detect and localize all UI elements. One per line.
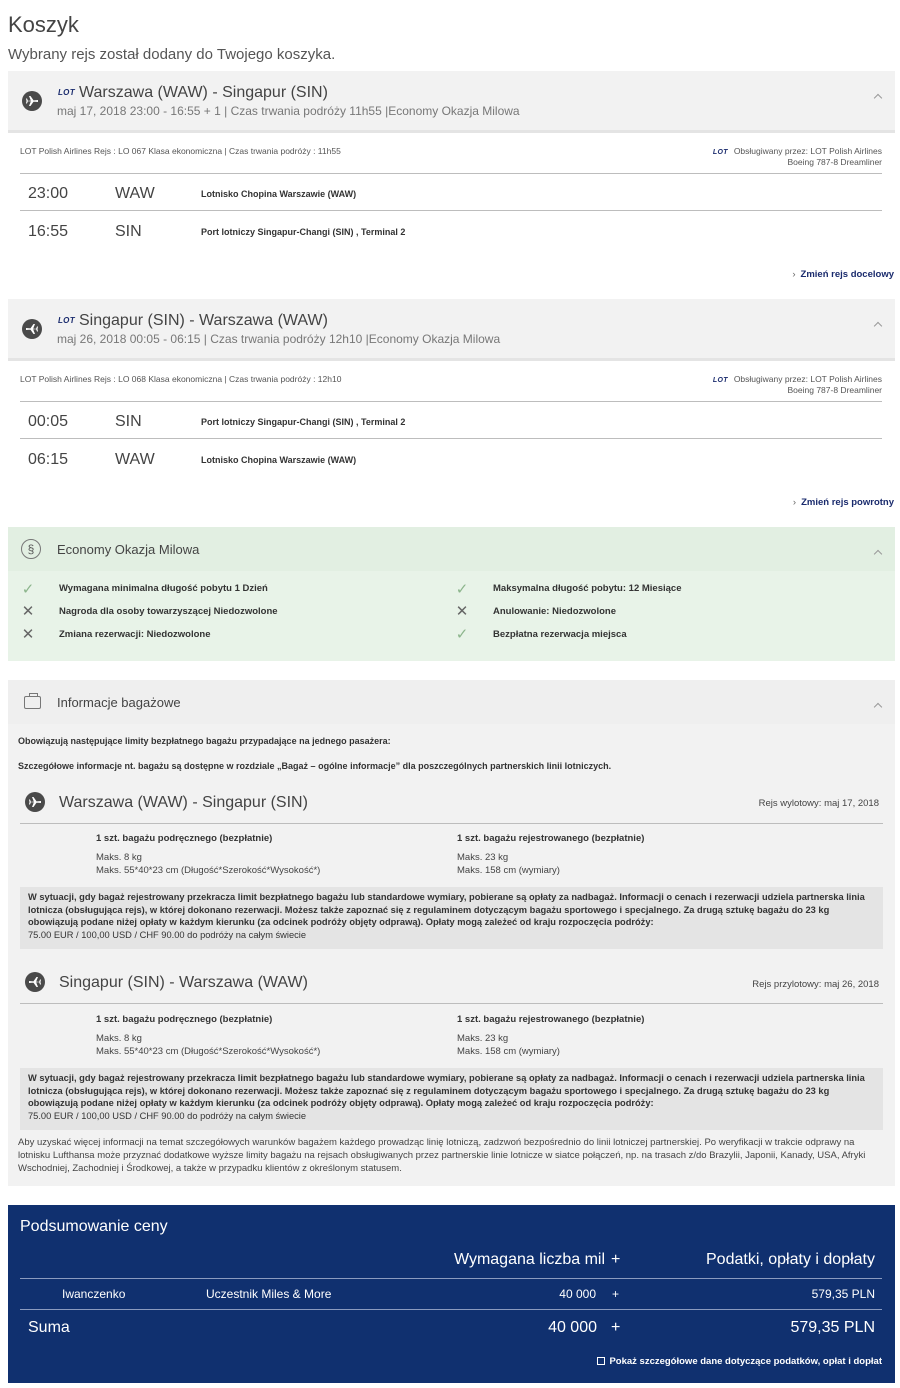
- checked-bag-weight: Maks. 23 kg: [457, 852, 509, 863]
- fare-rules-panel: [8, 527, 895, 661]
- taxes-column-header: Podatki, opłaty i dopłaty: [706, 1251, 875, 1268]
- fare-rules-header[interactable]: [8, 527, 895, 571]
- chevron-up-icon[interactable]: [874, 703, 882, 711]
- segment-airport-code: SIN: [115, 223, 142, 240]
- fare-rule-text: Maksymalna długość pobytu: 12 Miesiące: [493, 583, 682, 594]
- segment-row: [20, 441, 882, 479]
- outbound-flight-details: [8, 133, 895, 263]
- lot-logo-small-icon: LOT: [712, 377, 728, 384]
- section-icon: §: [21, 539, 41, 559]
- checked-bag-weight: Maks. 23 kg: [457, 1033, 509, 1044]
- baggage-leg-date: Rejs wylotowy: maj 17, 2018: [758, 798, 879, 809]
- segment-airport-code: WAW: [115, 451, 155, 468]
- segment-airport-name: Lotnisko Chopina Warszawie (WAW): [201, 455, 357, 465]
- lot-logo-icon: LOT: [58, 316, 75, 325]
- checked-bag-dimensions: Maks. 158 cm (wymiary): [457, 1046, 560, 1057]
- change-inbound-label: Zmień rejs powrotny: [801, 497, 894, 508]
- total-taxes: 579,35 PLN: [790, 1319, 875, 1336]
- chevron-right-icon: ›: [792, 497, 797, 508]
- operated-by-text: Obsługiwany przez: LOT Polish Airlines: [733, 146, 882, 156]
- outbound-route-title: Warszawa (WAW) - Singapur (SIN): [79, 84, 328, 101]
- outbound-flight-header[interactable]: [8, 71, 895, 133]
- chevron-up-icon[interactable]: [874, 550, 882, 558]
- baggage-footer-note: Aby uzyskać więcej informacji na temat szczegółowych warunków bagażem każdego prowadząc linię lotniczą, zadzwoń bezpośrednio do linii lotniczej partnerskiej. Po weryfikacji w trakcie odprawy na lotnisku Lufthansa może przyznać dodatkowe wyższe limity bagażu na rejsach obsługiwanych przez partnerskie linie lotnicze w siatce połączeń, np. na trasach z/do Brazylii, Japonii, Kanady, USA, Afryki Wschodniej, Zachodniej i Środkowej, a także w przypadku klientów z określonym statusem.: [18, 1137, 866, 1174]
- check-icon: ✓: [21, 581, 35, 598]
- fare-rule-text: Wymagana minimalna długość pobytu 1 Dzień: [59, 583, 268, 594]
- passenger-type: Uczestnik Miles & More: [206, 1287, 332, 1301]
- fare-rule-text: Nagroda dla osoby towarzyszącej Niedozwolone: [59, 606, 278, 617]
- checked-bag-dimensions: Maks. 158 cm (wymiary): [457, 865, 560, 876]
- excess-baggage-note: [20, 1068, 883, 1130]
- segment-time: 00:05: [28, 413, 69, 430]
- external-link-icon: [597, 1357, 605, 1365]
- inbound-flight-meta: LOT Polish Airlines Rejs : LO 068 Klasa ekonomiczna | Czas trwania podróży : 12h10: [20, 374, 342, 384]
- fare-rule-text: Bezpłatna rezerwacja miejsca: [493, 629, 627, 640]
- segment-airport-code: SIN: [115, 413, 142, 430]
- suitcase-icon: [24, 696, 41, 709]
- divider: [20, 438, 882, 439]
- price-summary-title: Podsumowanie ceny: [20, 1218, 168, 1235]
- carry-on-weight: Maks. 8 kg: [96, 852, 142, 863]
- page-subtitle: Wybrany rejs został dodany do Twojego koszyka.: [8, 46, 336, 63]
- excess-baggage-fees: 75.00 EUR / 100,00 USD / CHF 90.00 do podróży na całym świecie: [28, 1110, 307, 1121]
- carry-on-dimensions: Maks. 55*40*23 cm (Długość*Szerokość*Wysokość*): [96, 865, 321, 876]
- plus-sign: +: [611, 1251, 621, 1268]
- check-icon: ✓: [455, 581, 469, 598]
- inbound-aircraft: Boeing 787-8 Dreamliner: [787, 385, 882, 395]
- outbound-flight-meta: LOT Polish Airlines Rejs : LO 067 Klasa ekonomiczna | Czas trwania podróży : 11h55: [20, 146, 341, 156]
- miles-column-header: Wymagana liczba mil: [453, 1251, 605, 1268]
- plane-departure-icon: [25, 792, 45, 812]
- check-icon: ✓: [455, 626, 469, 643]
- baggage-title: Informacje bagażowe: [57, 695, 181, 710]
- passenger-miles: 40 000: [559, 1287, 596, 1301]
- total-miles: 40 000: [548, 1319, 597, 1336]
- inbound-flight-card: [8, 299, 895, 491]
- baggage-leg-date: Rejs przylotowy: maj 26, 2018: [752, 979, 879, 990]
- segment-airport-code: WAW: [115, 185, 155, 202]
- tax-details-label: Pokaż szczegółowe dane dotyczące podatków, opłat i dopłat: [609, 1356, 882, 1367]
- carry-on-title: 1 szt. bagażu podręcznego (bezpłatnie): [96, 833, 273, 844]
- divider: [20, 210, 882, 211]
- change-outbound-label: Zmień rejs docelowy: [800, 269, 894, 280]
- passenger-taxes: 579,35 PLN: [811, 1287, 875, 1301]
- close-icon: ✕: [455, 603, 469, 620]
- outbound-operated-by: [713, 146, 882, 156]
- plus-sign: +: [612, 1287, 620, 1301]
- chevron-up-icon[interactable]: [874, 94, 882, 102]
- total-label: Suma: [28, 1319, 70, 1336]
- close-icon: ✕: [21, 603, 35, 620]
- divider: [20, 1003, 883, 1004]
- segment-time: 06:15: [28, 451, 69, 468]
- outbound-aircraft: Boeing 787-8 Dreamliner: [787, 157, 882, 167]
- inbound-flight-header[interactable]: [8, 299, 895, 361]
- checked-bag-title: 1 szt. bagażu rejestrowanego (bezpłatnie): [457, 1014, 645, 1025]
- tax-details-link[interactable]: [597, 1356, 882, 1367]
- plane-departure-icon: [22, 91, 42, 111]
- plus-sign: +: [611, 1319, 621, 1336]
- operated-by-text: Obsługiwany przez: LOT Polish Airlines: [733, 374, 882, 384]
- close-icon: ✕: [21, 626, 35, 643]
- page-title: Koszyk: [8, 12, 79, 37]
- segment-airport-name: Port lotniczy Singapur-Changi (SIN) , Terminal 2: [201, 227, 406, 237]
- divider: [20, 1278, 882, 1279]
- baggage-header[interactable]: [8, 680, 895, 724]
- inbound-route-summary: maj 26, 2018 00:05 - 06:15 | Czas trwania podróży 12h10 |Economy Okazja Milowa: [57, 332, 501, 346]
- excess-baggage-note: [20, 887, 883, 949]
- change-inbound-link[interactable]: [793, 497, 894, 508]
- carry-on-weight: Maks. 8 kg: [96, 1033, 142, 1044]
- outbound-flight-card: [8, 71, 895, 263]
- fare-rule-text: Zmiana rezerwacji: Niedozwolone: [59, 629, 211, 640]
- lot-logo-icon: LOT: [58, 88, 75, 97]
- segment-airport-name: Lotnisko Chopina Warszawie (WAW): [201, 189, 357, 199]
- carry-on-title: 1 szt. bagażu podręcznego (bezpłatnie): [96, 1014, 273, 1025]
- change-outbound-link[interactable]: [792, 269, 894, 280]
- segment-time: 16:55: [28, 223, 69, 240]
- excess-baggage-note-text: W sytuacji, gdy bagaż rejestrowany przekracza limit bezpłatnego bagażu lub standardowe wymiary, pobierane są opłaty za nadbagaż. Informacji o cenach i rezerwacji udziela partnerska linia lotnicza (obsługująca rejs), w której dokonano rezerwacji. Możesz także zapoznać się z regulaminem dotyczącym bagażu sportowego i specjalnego. Za drugą sztukę bagażu do 23 kg obowiązują podane niżej opłaty w każdym kierunku (za odcinek podróży objęty odprawą). Opłaty mogą zależeć od kraju rozpoczęcia podróży:: [28, 892, 865, 927]
- chevron-up-icon[interactable]: [874, 322, 882, 330]
- outbound-route-summary: maj 17, 2018 23:00 - 16:55 + 1 | Czas trwania podróży 11h55 |Economy Okazja Milowa: [57, 104, 520, 118]
- passenger-name: Iwanczenko: [62, 1287, 126, 1301]
- divider: [20, 1309, 882, 1310]
- price-summary-panel: [8, 1205, 895, 1383]
- carry-on-dimensions: Maks. 55*40*23 cm (Długość*Szerokość*Wysokość*): [96, 1046, 321, 1057]
- excess-baggage-fees: 75.00 EUR / 100,00 USD / CHF 90.00 do podróży na całym świecie: [28, 929, 307, 940]
- baggage-intro-details: Szczegółowe informacje nt. bagażu są dostępne w rozdziale „Bagaż – ogólne informacje” dla poszczególnych partnerskich linii lotniczych.: [18, 761, 612, 771]
- baggage-leg-route: Warszawa (WAW) - Singapur (SIN): [59, 794, 308, 811]
- inbound-flight-details: [8, 361, 895, 491]
- inbound-route-title: Singapur (SIN) - Warszawa (WAW): [79, 312, 328, 329]
- lot-logo-small-icon: LOT: [712, 149, 728, 156]
- baggage-leg-route: Singapur (SIN) - Warszawa (WAW): [59, 974, 308, 991]
- baggage-intro: Obowiązują następujące limity bezpłatnego bagażu przypadające na jednego pasażera:: [18, 736, 391, 746]
- inbound-operated-by: [713, 374, 882, 384]
- segment-row: [20, 213, 882, 251]
- divider: [20, 823, 883, 824]
- baggage-panel: [8, 680, 895, 1186]
- chevron-right-icon: ›: [792, 269, 796, 280]
- segment-airport-name: Port lotniczy Singapur-Changi (SIN) , Terminal 2: [201, 417, 406, 427]
- plane-arrival-icon: [25, 972, 45, 992]
- segment-row: [20, 403, 882, 441]
- divider: [20, 401, 882, 402]
- fare-title: Economy Okazja Milowa: [57, 542, 200, 557]
- plane-arrival-icon: [22, 319, 42, 339]
- fare-rule-text: Anulowanie: Niedozwolone: [493, 606, 616, 617]
- divider: [20, 173, 882, 174]
- excess-baggage-note-text: W sytuacji, gdy bagaż rejestrowany przekracza limit bezpłatnego bagażu lub standardowe wymiary, pobierane są opłaty za nadbagaż. Informacji o cenach i rezerwacji udziela partnerska linia lotnicza (obsługująca rejs), w której dokonano rezerwacji. Możesz także zapoznać się z regulaminem dotyczącym bagażu sportowego i specjalnego. Za drugą sztukę bagażu do 23 kg obowiązują podane niżej opłaty w każdym kierunku (za odcinek podróży objęty odprawą). Opłaty mogą zależeć od kraju rozpoczęcia podróży:: [28, 1073, 865, 1108]
- segment-time: 23:00: [28, 185, 69, 202]
- checked-bag-title: 1 szt. bagażu rejestrowanego (bezpłatnie): [457, 833, 645, 844]
- segment-row: [20, 175, 882, 213]
